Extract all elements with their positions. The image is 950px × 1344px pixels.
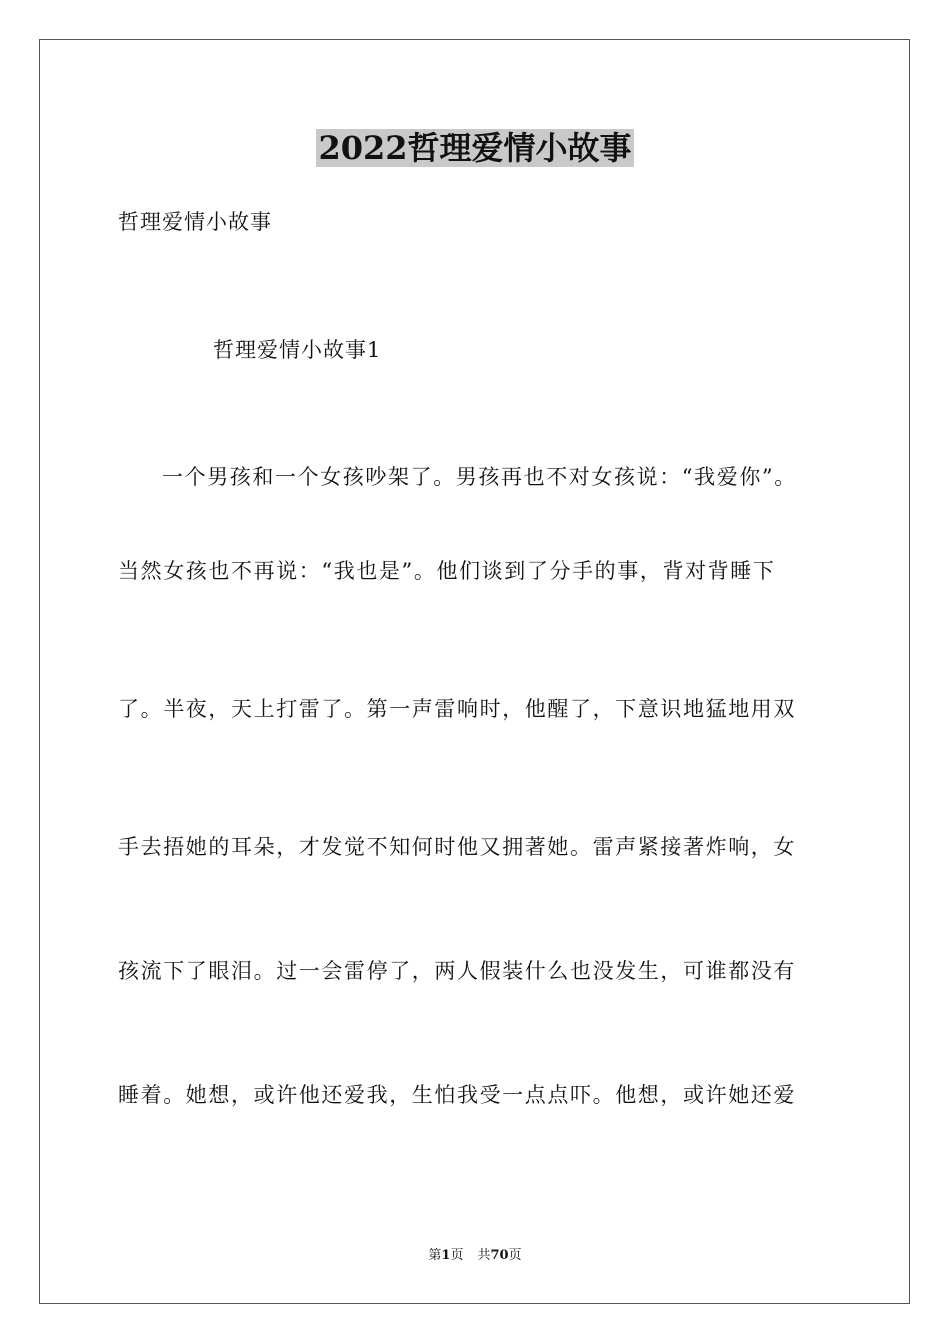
body-line-5: 孩流下了眼泪。过一会雷停了，两人假装什么也没发生，可谁都没有: [118, 959, 796, 983]
body-line-6: 睡着。她想，或许他还爱我，生怕我受一点点吓。他想，或许她还爱: [118, 1083, 796, 1107]
footer-total-suffix: 页: [508, 1248, 522, 1263]
section-heading: 哲理爱情小故事1: [213, 338, 382, 362]
document-title: [0, 126, 950, 170]
footer-page-number: 1: [441, 1248, 451, 1263]
document-title-text: 2022哲理爱情小故事: [318, 129, 632, 167]
footer-total-prefix: 共: [477, 1248, 491, 1263]
page-footer: [0, 1246, 950, 1266]
body-line-2: 当然女孩也不再说：“我也是”。他们谈到了分手的事，背对背睡下: [118, 559, 776, 583]
body-line-4: 手去捂她的耳朵，才发觉不知何时他又拥著她。雷声紧接著炸响，女: [118, 835, 796, 859]
footer-page-suffix: 页: [450, 1248, 464, 1263]
footer-page-prefix: 第: [428, 1248, 442, 1263]
body-line-1: 一个男孩和一个女孩吵架了。男孩再也不对女孩说：“我爱你”。: [162, 465, 797, 489]
body-line-3: 了。半夜，天上打雷了。第一声雷响时，他醒了，下意识地猛地用双: [118, 697, 796, 721]
document-subtitle: 哲理爱情小故事: [118, 210, 272, 234]
footer-total-pages: 70: [490, 1248, 509, 1263]
